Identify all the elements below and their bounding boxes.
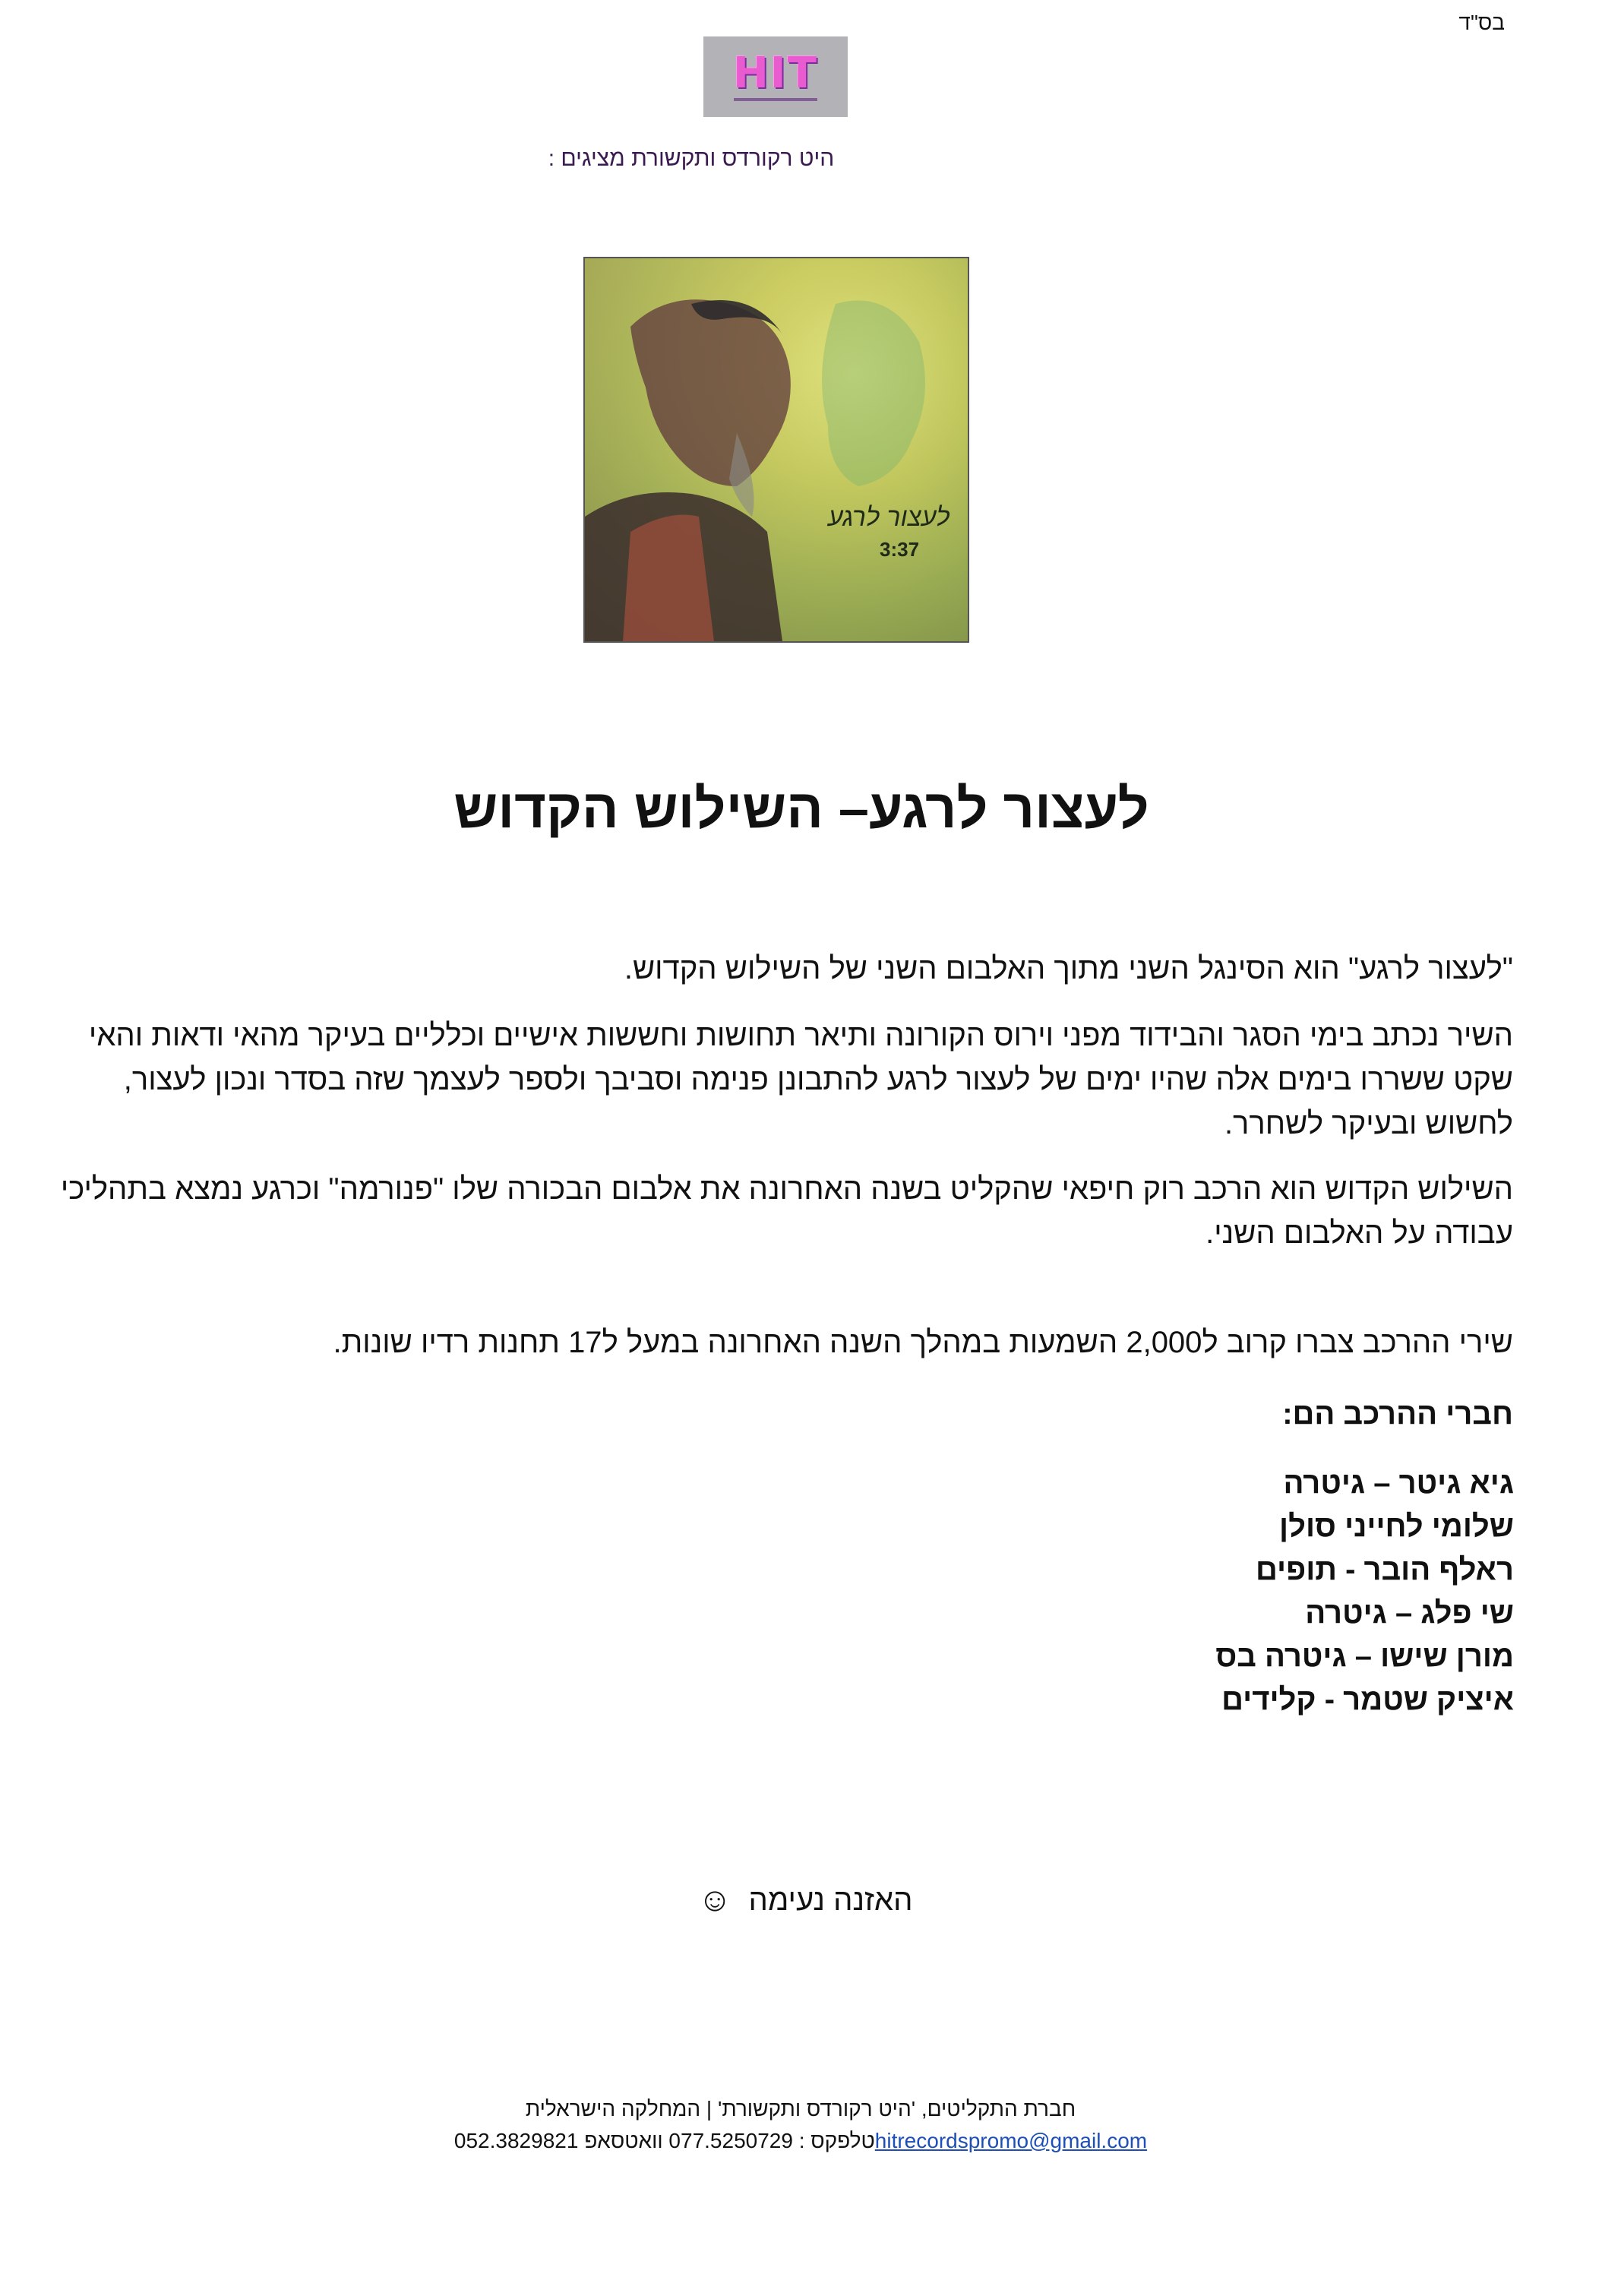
member-item: שלומי לחייני סולן bbox=[1279, 1510, 1514, 1543]
member-item: גיא גיטר – גיטרה bbox=[1283, 1466, 1514, 1500]
member-item: איציק שטמר - קלידים bbox=[1221, 1683, 1514, 1716]
cover-duration: 3:37 bbox=[880, 538, 920, 561]
email-link[interactable]: hitrecordspromo@gmail.com bbox=[874, 2129, 1148, 2152]
paragraph-single-intro: "לעצור לרגע" הוא הסינגל השני מתוך האלבום השני של השילוש הקדוש. bbox=[624, 952, 1513, 985]
cover-artwork bbox=[585, 258, 968, 641]
paragraph-song-story: השיר נכתב בימי הסגר והבידוד מפני וירוס הקורונה ותיאר תחושות וחששות אישיים וכלליים בעיקר מהאי ודאות והאי שקט ששררו בימים אלה שהיו ימים של לעצור לרגע להתבונן פנימה וסביבך ולספר לעצמך שזה בסדר ונכון לעצור, לחשוש ובעיקר לשחרר. bbox=[88, 1019, 1513, 1140]
closing-text: האזנה נעימה bbox=[748, 1883, 913, 1917]
member-item: ראלף הובר - תופים bbox=[1256, 1553, 1514, 1586]
paragraph-radio-stats: שירי ההרכב צברו קרוב ל2,000 השמעות במהלך השנה האחרונה במעל ל17 תחנות רדיו שונות. bbox=[333, 1326, 1513, 1359]
smile-icon: ☺ bbox=[697, 1881, 732, 1918]
album-cover bbox=[583, 257, 969, 643]
member-item: מורן שישו – גיטרה בס bbox=[1215, 1640, 1514, 1673]
closing-line bbox=[608, 1881, 1003, 1919]
footer-contact bbox=[345, 2129, 1256, 2153]
paragraph-band-about: השילוש הקדוש הוא הרכב רוק חיפאי שהקליט בשנה האחרונה את אלבום הבכורה שלו "פנורמה" וכרגע נמצא בתהליכי עבודה על האלבום השני. bbox=[60, 1172, 1513, 1250]
members-list bbox=[906, 1462, 1514, 1722]
page-title: לעצור לרגע– השילוש הקדוש bbox=[453, 779, 1149, 840]
presents-line: היט רקורדס ותקשורת מציגים : bbox=[548, 146, 835, 171]
logo-text: HIT bbox=[733, 49, 818, 98]
bsd-label: בס"ד bbox=[1458, 11, 1505, 34]
hit-logo bbox=[703, 36, 848, 117]
cover-title: לעצור לרגע bbox=[828, 503, 950, 532]
member-item: שי פלג – גיטרה bbox=[1305, 1596, 1514, 1630]
logo-underline bbox=[734, 98, 817, 101]
footer-phones: טלפקס : 077.5250729 וואטסאפ 052.3829821 bbox=[453, 2129, 875, 2152]
members-heading: חברי ההרכב הם: bbox=[1282, 1397, 1513, 1431]
footer-company: חברת התקליטים, 'היט רקורדס ותקשורת' | המחלקה הישראלית bbox=[525, 2097, 1076, 2120]
